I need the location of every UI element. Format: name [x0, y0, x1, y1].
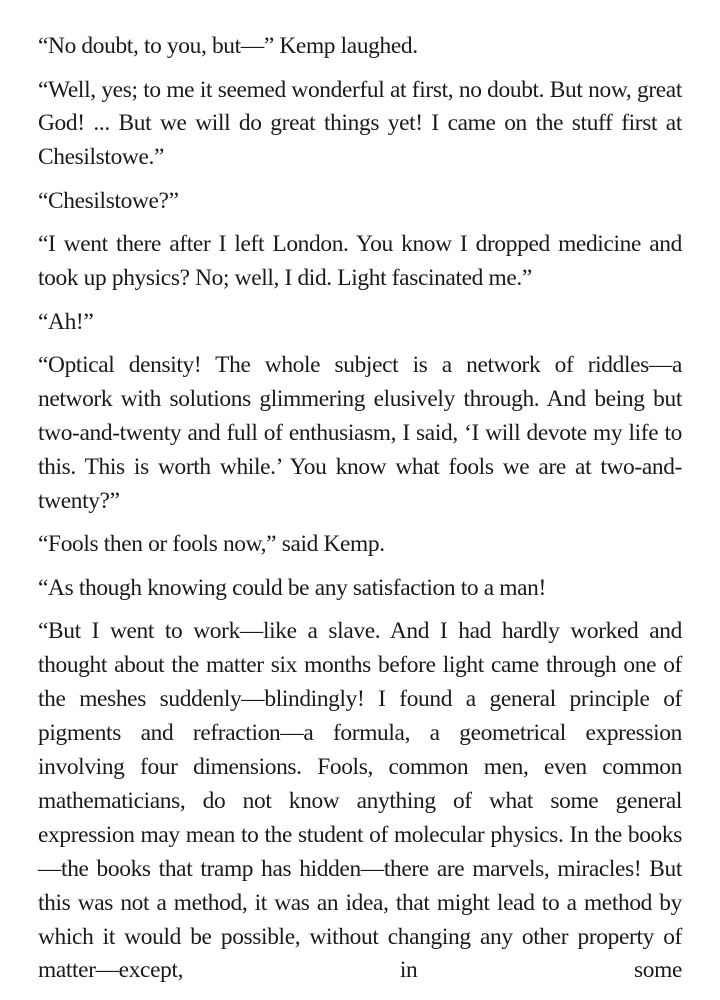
paragraph-5: “Ah!” [38, 308, 94, 335]
paragraph-4: “I went there after I left London. You know I dropped medicine and took up physics? No; well, I did. Light fascinated me.” [38, 231, 682, 292]
paragraph-8: “As though knowing could be any satisfaction to a man! [38, 574, 546, 601]
paragraph-2: “Well, yes; to me it seemed wonderful at first, no doubt. But now, great God! ... But we will do great things yet! I came on the stuff first at Chesilstowe.” [38, 76, 682, 171]
paragraph-9: “But I went to work—like a slave. And I had hardly worked and thought about the matter six months before light came through one of the meshes suddenly—blindingly! I found a general principle of pigments and refraction—a formula, a geometrical expression involving four dimensions. Fools, common men, even common mathematicians, do not know anything of what some general expression may mean to the student of molecular physics. In the books—the books that tramp has hidden—there are marvels, miracles! But this was not a method, it was an idea, that might lead to a method by which it would be possible, without changing any other property of matter—except, in some [38, 618, 682, 984]
paragraph-6: “Optical density! The whole subject is a network of riddles—a network with solutions glimmering elusively through. And being but two-and-twenty and full of enthusiasm, I said, ‘I will devote my life to this. This is worth while.’ You know what fools we are at two-and-twenty?” [38, 352, 682, 514]
paragraph-1: “No doubt, to you, but—” Kemp laughed. [38, 33, 418, 59]
paragraph-7: “Fools then or fools now,” said Kemp. [38, 531, 385, 558]
paragraph-3: “Chesilstowe?” [38, 187, 179, 214]
